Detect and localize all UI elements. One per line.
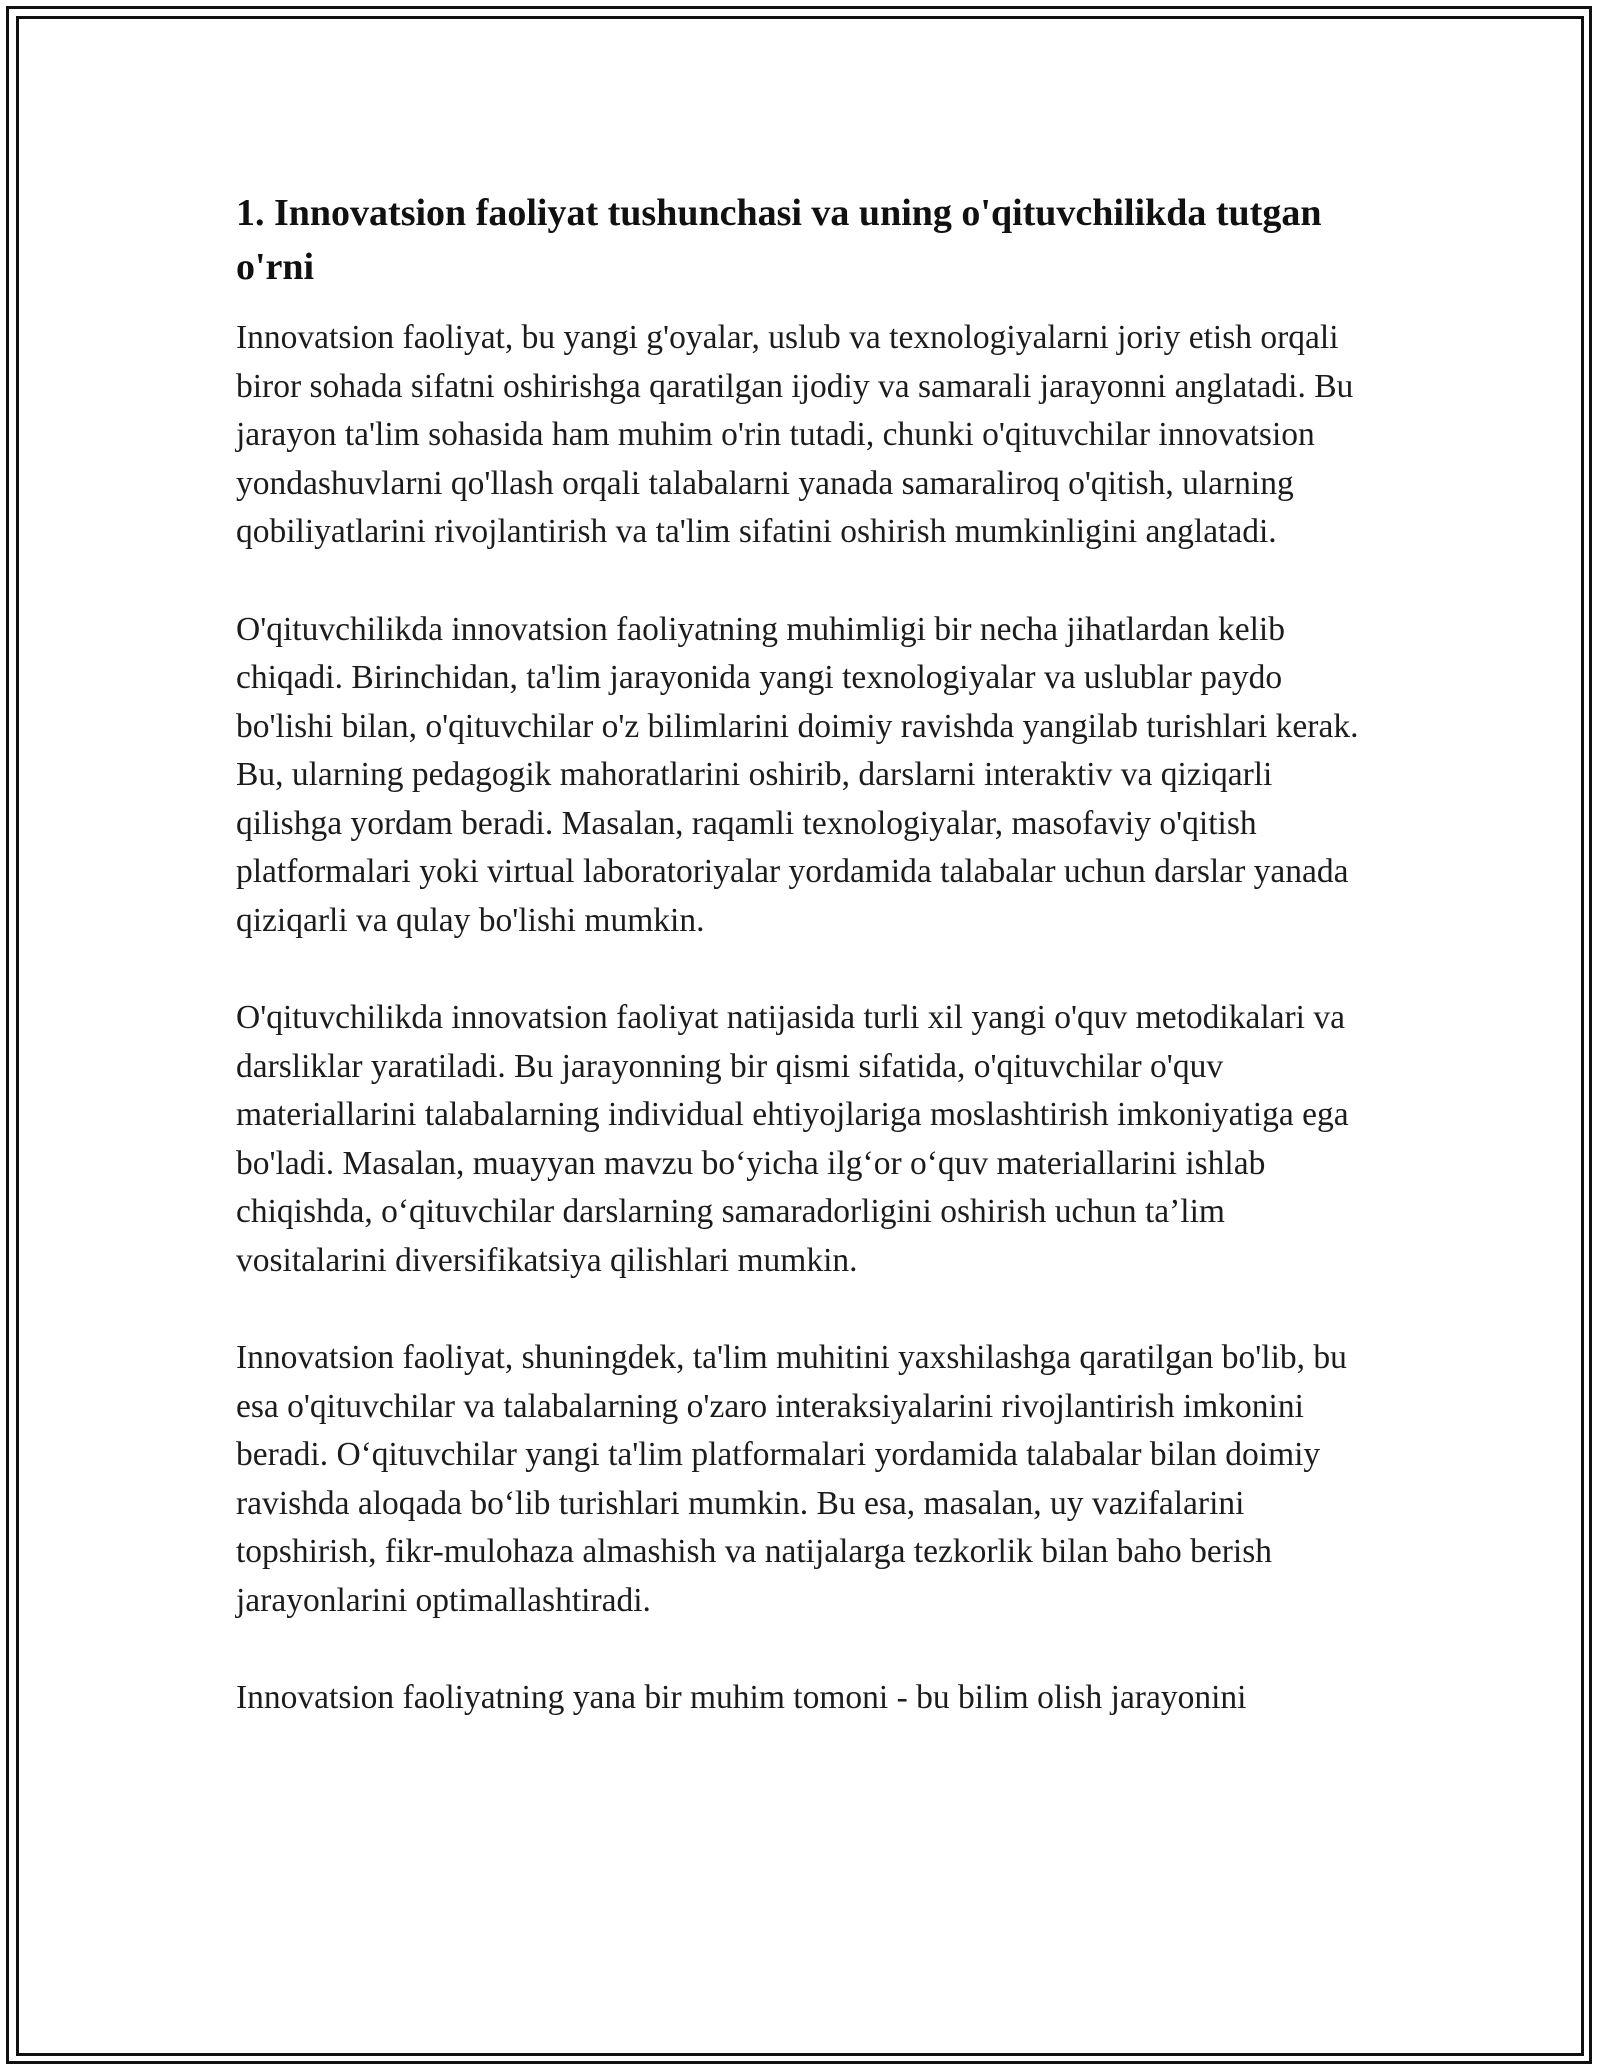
section-heading: 1. Innovatsion faoliyat tushunchasi va uning o'qituvchilikda tutgan o'rni <box>236 192 1322 288</box>
paragraph-5: Innovatsion faoliyatning yana bir muhim tomoni - bu bilim olish jarayonini <box>236 1679 1247 1716</box>
paragraph-4: Innovatsion faoliyat, shuningdek, ta'lim muhitini yaxshilashga qaratilgan bo'lib, bu esa o'qituvchilar va talabalarning o'zaro interaksiyalarini rivojlantirish imkonini beradi. O‘qituvchilar yangi ta'lim platformalari yordamida talabalar bilan doimiy ravishda aloqada bo‘lib turishlari mumkin. Bu esa, masalan, uy vazifalarini topshirish, fikr-mulohaza almashish va natijalarga tezkorlik bilan baho berish jarayonlarini optimallashtiradi. <box>236 1339 1347 1619</box>
document-body <box>236 186 1376 1772</box>
paragraph-2: O'qituvchilikda innovatsion faoliyatning muhimligi bir necha jihatlardan kelib chiqadi. Birinchidan, ta'lim jarayonida yangi texnologiyalar va uslublar paydo bo'lishi bilan, o'qituvchilar o'z bilimlarini doimiy ravishda yangilab turishlari kerak. Bu, ularning pedagogik mahoratlarini oshirib, darslarni interaktiv va qiziqarli qilishga yordam beradi. Masalan, raqamli texnologiyalar, masofaviy o'qitish platformalari yoki virtual laboratoriyalar yordamida talabalar uchun darslar yanada qiziqarli va qulay bo'lishi mumkin. <box>236 610 1359 939</box>
paragraph-1: Innovatsion faoliyat, bu yangi g'oyalar, uslub va texnologiyalarni joriy etish orqali biror sohada sifatni oshirishga qaratilgan ijodiy va samarali jarayonni anglatadi. Bu jarayon ta'lim sohasida ham muhim o'rin tutadi, chunki o'qituvchilar innovatsion yondashuvlarni qo'llash orqali talabalarni yanada samaraliroq o'qitish, ularning qobiliyatlarini rivojlantirish va ta'lim sifatini oshirish mumkinligini anglatadi. <box>236 319 1354 550</box>
paragraph-3: O'qituvchilikda innovatsion faoliyat natijasida turli xil yangi o'quv metodikalari va darsliklar yaratiladi. Bu jarayonning bir qismi sifatida, o'qituvchilar o'quv materiallarini talabalarning individual ehtiyojlariga moslashtirish imkoniyatiga ega bo'ladi. Masalan, muayyan mavzu bo‘yicha ilg‘or o‘quv materiallarini ishlab chiqishda, o‘qituvchilar darslarning samaradorligini oshirish uchun ta’lim vositalarini diversifikatsiya qilishlari mumkin. <box>236 999 1349 1279</box>
